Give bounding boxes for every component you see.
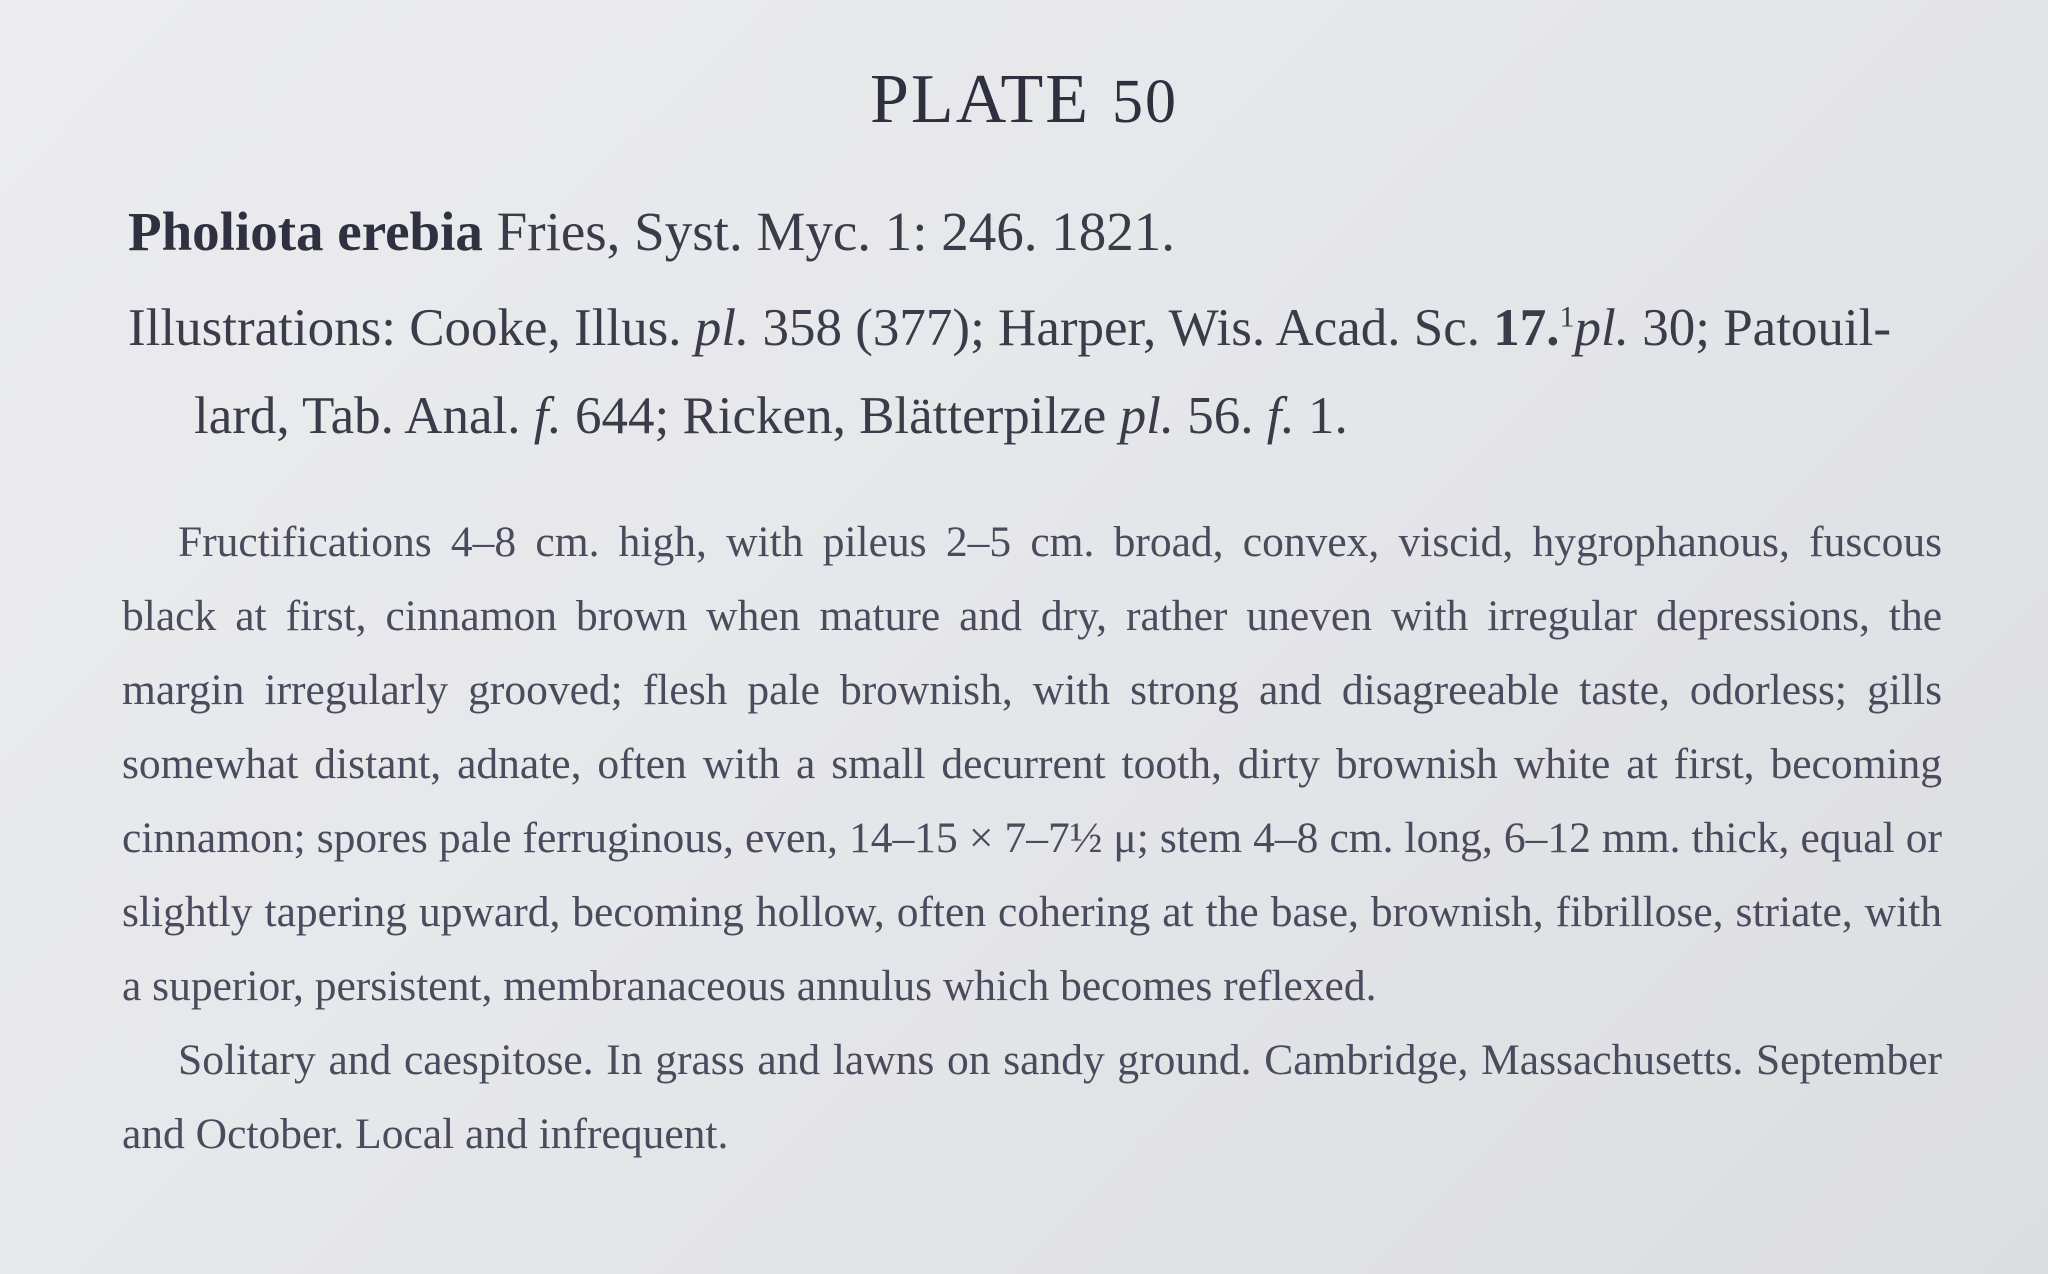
plate-label: PLATE bbox=[870, 61, 1090, 138]
illus-harper-superscript: 1 bbox=[1559, 300, 1575, 334]
illustrations-line-1 bbox=[128, 299, 1891, 357]
species-citation: Fries, Syst. Myc. 1: 246. 1821. bbox=[496, 201, 1176, 262]
plate-title bbox=[0, 60, 2048, 140]
species-line bbox=[128, 196, 1948, 268]
illus-ricken-ref: 56. bbox=[1187, 387, 1254, 445]
illus-cooke-ref: 358 (377); Harper, Wis. Acad. Sc. bbox=[762, 299, 1480, 357]
illus-ricken-fig: 1. bbox=[1308, 387, 1348, 445]
illustrations-lead: Illustrations: bbox=[128, 299, 396, 357]
illus-pl-3: pl. bbox=[1119, 387, 1175, 445]
illustrations-line-2 bbox=[128, 372, 1948, 460]
species-name: Pholiota erebia bbox=[128, 201, 483, 262]
illus-harper-volume: 17. bbox=[1493, 299, 1560, 357]
illus-pl-2: pl. bbox=[1574, 299, 1629, 357]
illus-pl-1: pl. bbox=[694, 299, 750, 357]
illus-patouillard-cont: lard, Tab. Anal. bbox=[194, 387, 521, 445]
illus-harper-ref: 30; Patouil- bbox=[1642, 299, 1892, 357]
illus-cooke: Cooke, Illus. bbox=[409, 299, 682, 357]
plate-number: 50 bbox=[1112, 68, 1178, 136]
illus-f-2: f. bbox=[1266, 387, 1295, 445]
description-body bbox=[122, 505, 1942, 1171]
description-paragraph-1: Fructifications 4–8 cm. high, with pileus 2–5 cm. broad, convex, viscid, hygrophanous, fuscous black at first, cinnamon brown when mature and dry, rather uneven with irregular depressions, the margin irregularly grooved; flesh pale brownish, with strong and disagreeable taste, odorless; gills somewhat distant, adnate, often with a small decurrent tooth, dirty brownish white at first, becoming cinnamon; spores pale ferruginous, even, 14–15 × 7–7½ μ; stem 4–8 cm. long, 6–12 mm. thick, equal or slightly tapering upward, becoming hollow, often cohering at the base, brownish, fibrillose, striate, with a superior, persistent, membranaceous annulus which becomes reflexed. bbox=[122, 518, 1942, 1010]
species-header bbox=[128, 196, 1948, 460]
description-paragraph-2: Solitary and caespitose. In grass and lawns on sandy ground. Cambridge, Massachusetts. September and October. Local and infrequent. bbox=[122, 1036, 1942, 1158]
illus-patouillard-ref: 644; Ricken, Blätterpilze bbox=[574, 387, 1107, 445]
illustrations-list bbox=[128, 284, 1948, 460]
illus-f-1: f. bbox=[533, 387, 562, 445]
